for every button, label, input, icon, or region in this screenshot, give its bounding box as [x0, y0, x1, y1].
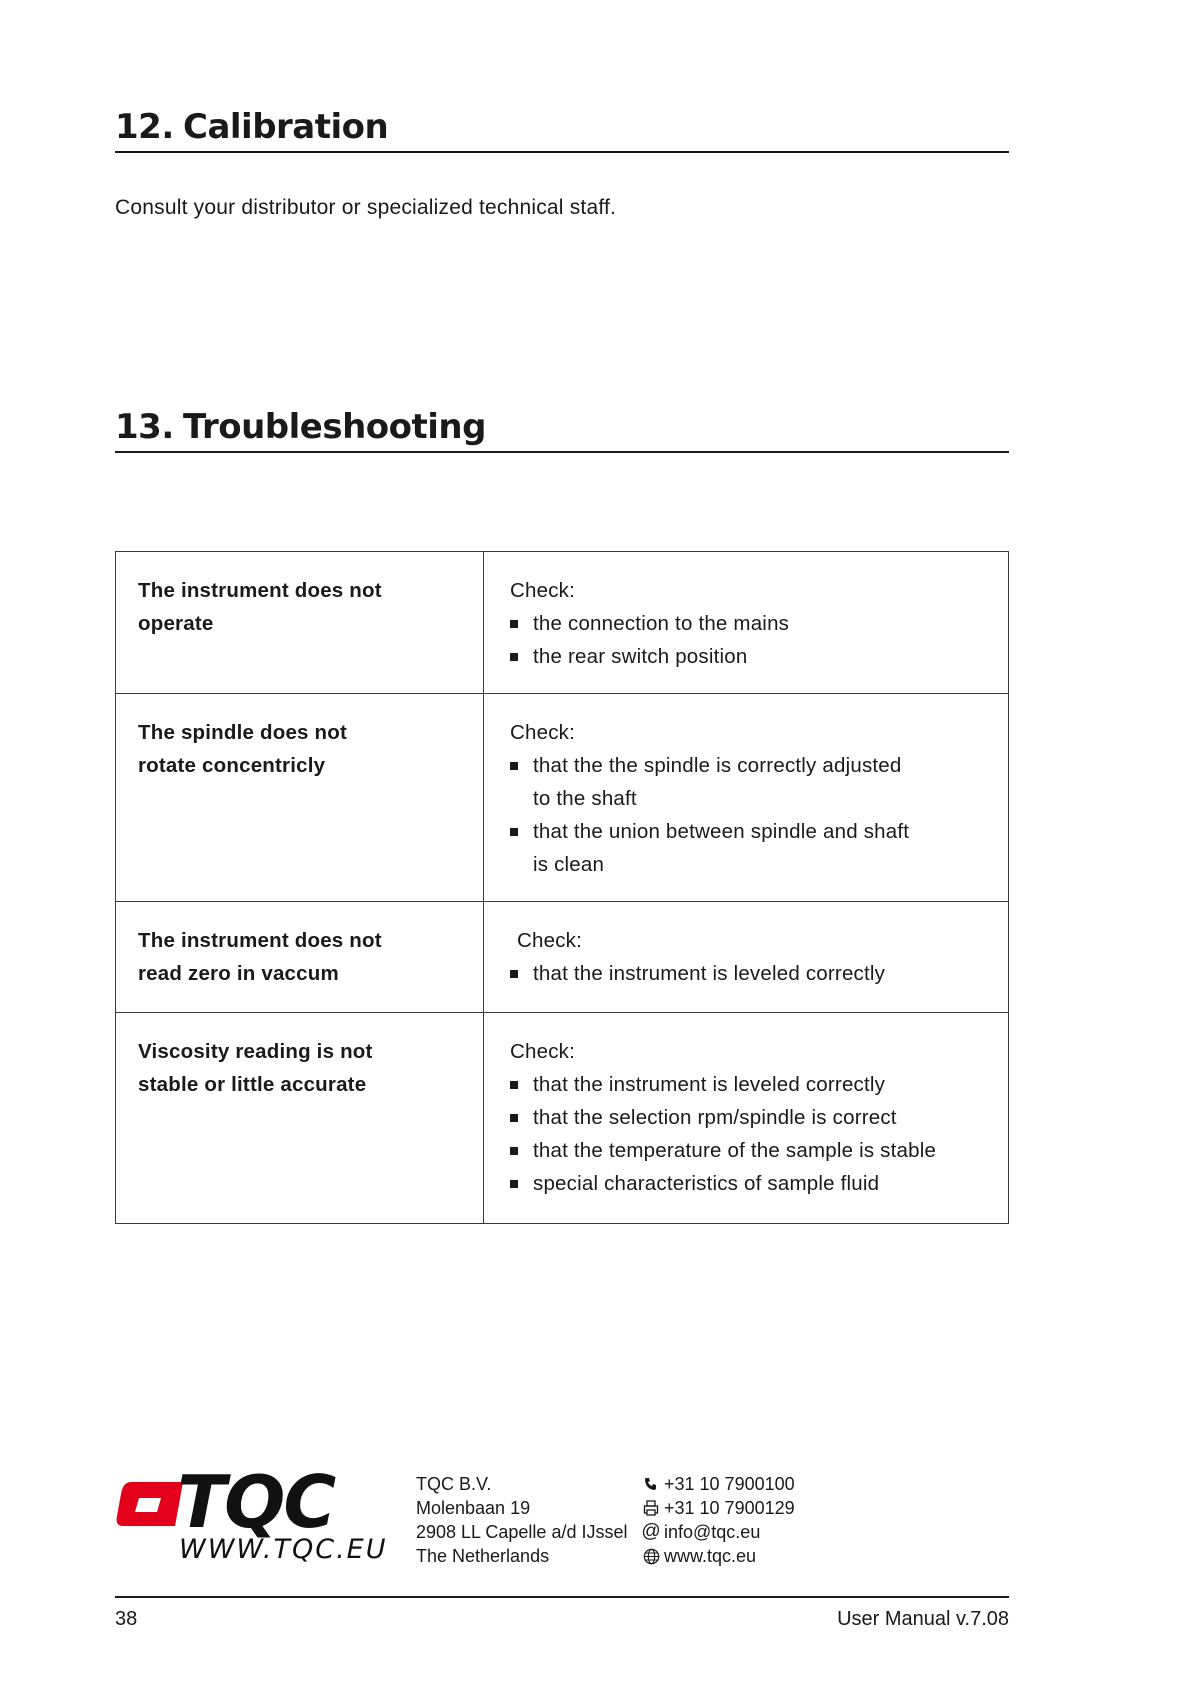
page-number: 38 — [115, 1608, 138, 1630]
check-list — [510, 607, 988, 673]
list-item: that the instrument is leveled correctly — [510, 957, 988, 990]
calibration-text: Consult your distributor or specialized technical staff. — [115, 196, 617, 219]
company-contact — [640, 1472, 795, 1568]
list-item: that the temperature of the sample is stable — [510, 1134, 988, 1167]
checks-cell — [484, 1013, 1009, 1224]
company-address — [416, 1472, 627, 1568]
section-title: Troubleshooting — [183, 407, 486, 447]
list-item: special characteristics of sample fluid — [510, 1167, 988, 1200]
list-item: that the union between spindle and shaft is clean — [510, 815, 988, 881]
problem-cell: Viscosity reading is not stable or little accurate — [116, 1013, 484, 1224]
globe-icon — [640, 1546, 662, 1566]
problem-cell: The instrument does not operate — [116, 552, 484, 694]
logo-brand: TQC — [177, 1460, 335, 1544]
city: 2908 LL Capelle a/d IJssel — [416, 1522, 628, 1542]
table-row — [116, 694, 1009, 902]
check-list — [510, 1068, 988, 1200]
problem-cell: The spindle does not rotate concentricly — [116, 694, 484, 902]
manual-version: User Manual v.7.08 — [837, 1608, 1009, 1630]
section-number: 13. — [115, 407, 174, 447]
table-row — [116, 1013, 1009, 1224]
at-icon: @ — [641, 1521, 661, 1542]
list-item: that the selection rpm/spindle is correct — [510, 1101, 988, 1134]
troubleshooting-heading — [115, 408, 1009, 453]
checks-cell — [484, 552, 1009, 694]
list-item: that the instrument is leveled correctly — [510, 1068, 988, 1101]
calibration-heading — [115, 108, 1009, 153]
table-row — [116, 552, 1009, 694]
check-label: Check: — [517, 929, 583, 952]
website[interactable]: www.tqc.eu — [664, 1546, 757, 1566]
check-label: Check: — [510, 721, 576, 744]
problem-cell: The instrument does not read zero in vaccum — [116, 902, 484, 1013]
check-list — [510, 749, 988, 881]
check-list — [510, 957, 988, 990]
section-title: Calibration — [183, 107, 389, 147]
email[interactable]: info@tqc.eu — [664, 1522, 761, 1542]
logo-url: WWW.TQC.EU — [179, 1534, 388, 1565]
troubleshooting-table — [115, 551, 1009, 1224]
fax-icon — [640, 1498, 662, 1518]
section-number: 12. — [115, 107, 174, 147]
phone-number: +31 10 7900100 — [664, 1474, 795, 1494]
check-label: Check: — [510, 1040, 576, 1063]
list-item: the connection to the mains — [510, 607, 988, 640]
table-row — [116, 902, 1009, 1013]
check-label: Check: — [510, 579, 576, 602]
country: The Netherlands — [416, 1546, 550, 1566]
footer-divider — [115, 1596, 1009, 1598]
logo-mark-icon — [113, 1478, 185, 1534]
street: Molenbaan 19 — [416, 1498, 531, 1518]
list-item: the rear switch position — [510, 640, 988, 673]
tqc-logo — [113, 1460, 388, 1572]
list-item: that the the spindle is correctly adjusted to the shaft — [510, 749, 988, 815]
fax-number: +31 10 7900129 — [664, 1498, 795, 1518]
checks-cell — [484, 902, 1009, 1013]
checks-cell — [484, 694, 1009, 902]
phone-icon — [640, 1474, 662, 1494]
company-name: TQC B.V. — [416, 1474, 492, 1494]
